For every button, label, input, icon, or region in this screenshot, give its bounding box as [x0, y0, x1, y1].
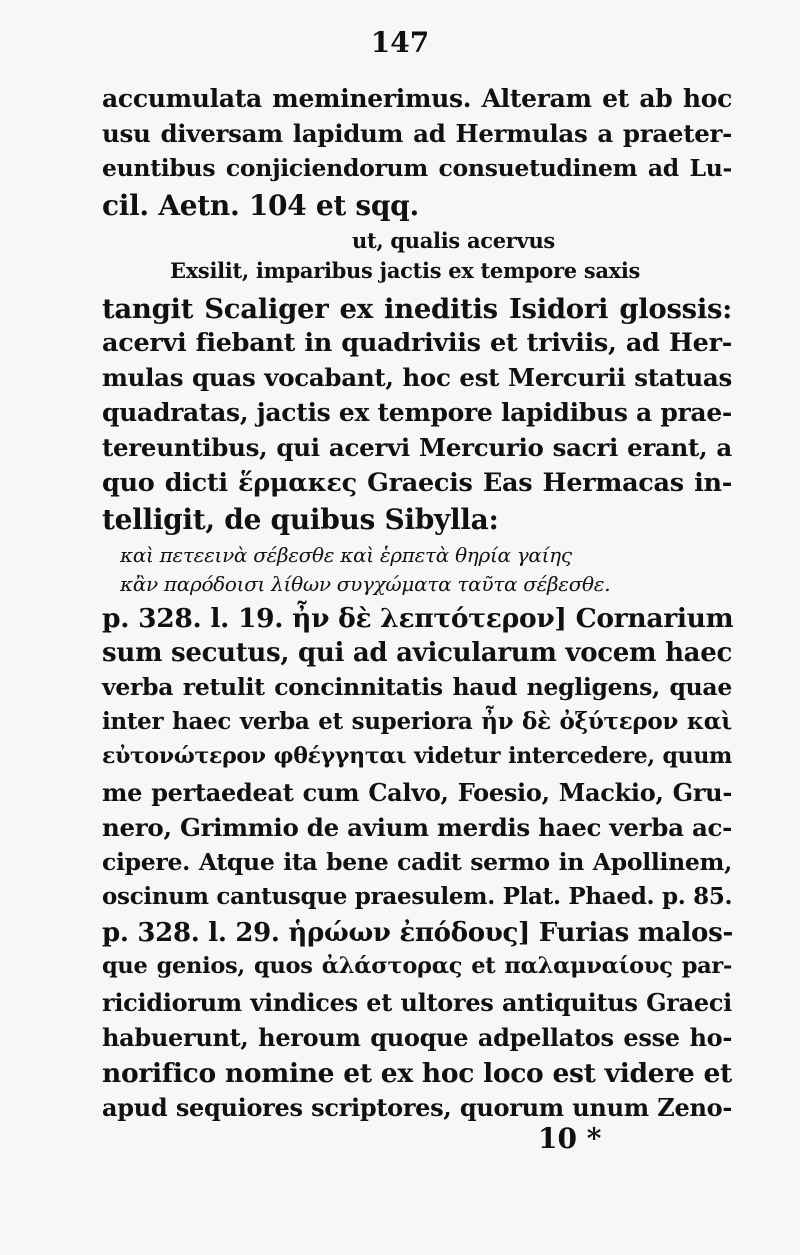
text-line: tangit Scaliger ex ineditis Isidori glossis: [102, 293, 732, 325]
page-number: 147 [370, 26, 430, 59]
text-line: tereuntibus, qui acervi Mercurio sacri erant, a [102, 433, 732, 462]
text-line: oscinum cantusque praesulem. Plat. Phaed. p. 85. [102, 883, 733, 910]
text-line: norifico nomine et ex hoc loco est videre et [102, 1058, 732, 1089]
text-line: p. 328. l. 29. ἡρώων ἐπόδους] Furias malos- [102, 918, 733, 948]
signature-mark: 10 * [538, 1122, 602, 1155]
text-line: εὐτονώτερον φθέγγηται videtur intercedere, quum [102, 743, 732, 769]
text-line: usu diversam lapidum ad Hermulas a praeter- [102, 119, 732, 148]
text-line: sum secutus, qui ad avicularum vocem haec [102, 638, 732, 668]
text-line: me pertaedeat cum Calvo, Foesio, Mackio, Gru- [102, 778, 732, 807]
text-line: cil. Aetn. 104 et sqq. [102, 189, 419, 222]
greek-verse-line: καὶ πετεεινὰ σέβεσθε καὶ ἑρπετὰ θηρία γαίης [120, 543, 572, 567]
text-line: quo dicti ἕρμακες Graecis Eas Hermacas in- [102, 468, 732, 498]
text-line: acervi fiebant in quadriviis et triviis, ad Her- [102, 328, 732, 358]
text-line: que genios, quos ἀλάστορας et παλαμναίους par- [102, 953, 732, 979]
text-line: accumulata meminerimus. Alteram et ab hoc [102, 84, 732, 113]
text-line: nero, Grimmio de avium merdis haec verba ac- [102, 813, 732, 842]
verse-quote-line: Exsilit, imparibus jactis ex tempore saxis [170, 258, 641, 283]
text-line: quadratas, jactis ex tempore lapidibus a prae- [102, 398, 732, 427]
text-line: cipere. Atque ita bene cadit sermo in Apollinem, [102, 848, 732, 876]
text-line: habuerunt, heroum quoque adpellatos esse ho- [102, 1023, 732, 1052]
text-line: p. 328. l. 19. ἦν δὲ λεπτότερον] Cornarium [102, 603, 734, 634]
text-line: mulas quas vocabant, hoc est Mercurii statuas [102, 363, 732, 392]
text-line: euntibus conjiciendorum consuetudinem ad Lu- [102, 154, 732, 182]
text-line: verba retulit concinnitatis haud negligens, quae [102, 673, 732, 701]
text-line: ricidiorum vindices et ultores antiquitus Graeci [102, 988, 732, 1017]
text-line: apud sequiores scriptores, quorum unum Zeno- [102, 1093, 732, 1122]
text-line: telligit, de quibus Sibylla: [102, 503, 499, 536]
greek-verse-line: κἂν παρόδοισι λίθων συγχώματα ταῦτα σέβεσθε. [120, 572, 611, 596]
text-line: inter haec verba et superiora ἦν δὲ ὀξύτερον καὶ [102, 708, 732, 735]
verse-quote-line: ut, qualis acervus [352, 228, 555, 253]
